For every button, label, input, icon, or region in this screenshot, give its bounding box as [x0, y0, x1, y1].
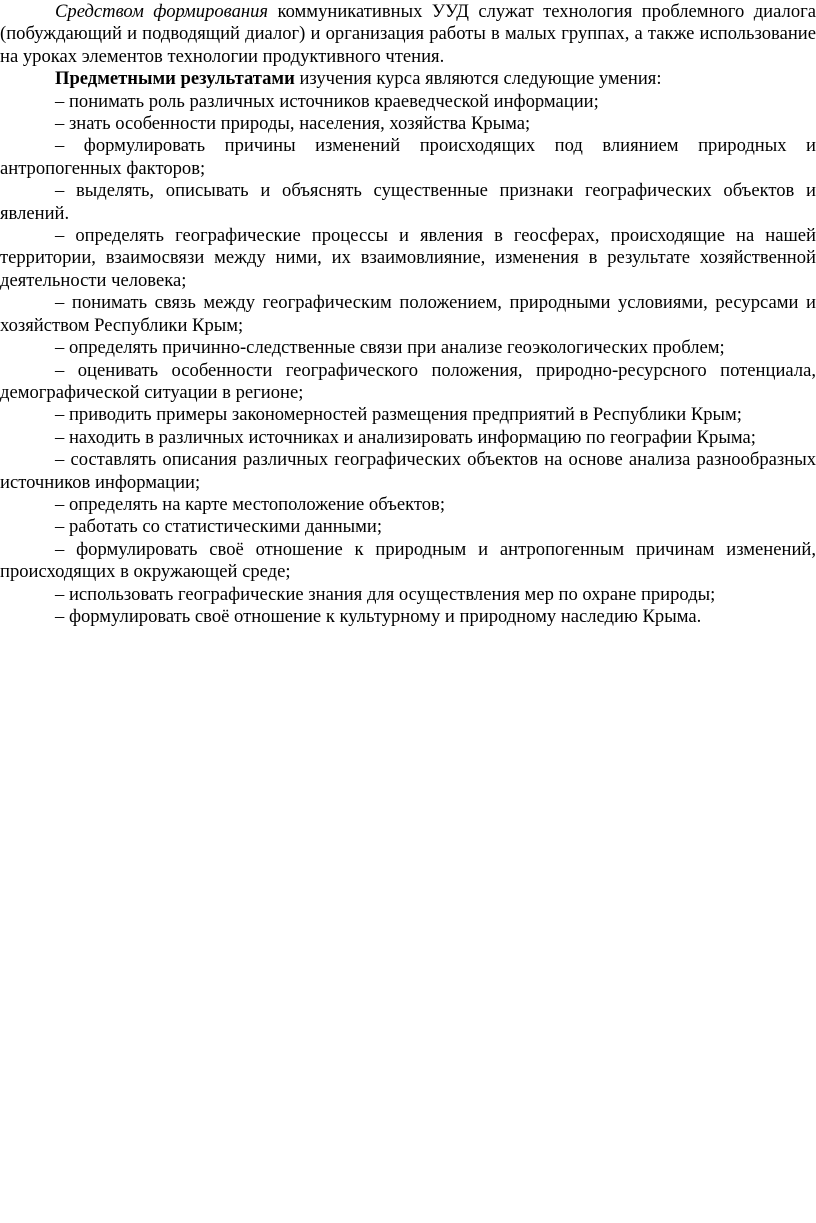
- list-item: – приводить примеры закономерностей размещения предприятий в Республики Крым;: [55, 404, 742, 426]
- list-item: – использовать географические знания для осуществления мер по охране природы;: [55, 583, 716, 605]
- intro-lead: Средством формирования: [55, 1, 269, 22]
- list-item: – знать особенности природы, населения, хозяйства Крыма;: [55, 113, 531, 135]
- intro-text: коммуникативных УУД служат технология проблемного диалога (побуждающий и подводящий диалог) и организация работы в малых группах, а также использование на уроках элементов технологии продуктивного чтения.: [0, 1, 816, 67]
- results-heading-paragraph: [0, 68, 816, 90]
- list-item: – определять причинно-следственные связи при анализе геоэкологических проблем;: [55, 337, 725, 359]
- list-item: – понимать связь между географическим положением, природными условиями, ресурсами и хозяйством Республики Крым;: [0, 292, 816, 336]
- list-item: – определять географические процессы и явления в геосферах, происходящие на нашей территории, взаимосвязи между ними, их взаимовлияние, изменения в результате хозяйственной деятельности человека;: [0, 225, 816, 291]
- list-item: – работать со статистическими данными;: [55, 516, 383, 538]
- list-item: – составлять описания различных географических объектов на основе анализа разнообразных источников информации;: [0, 449, 816, 493]
- list-item: – находить в различных источниках и анализировать информацию по географии Крыма;: [55, 426, 756, 448]
- list-item: – формулировать своё отношение к культурному и природному наследию Крыма.: [55, 605, 702, 627]
- results-lead: Предметными результатами: [55, 68, 295, 90]
- results-text: изучения курса являются следующие умения:: [294, 68, 662, 90]
- list-item: – формулировать своё отношение к природным и антропогенным причинам изменений, происходящих в окружающей среде;: [0, 538, 816, 583]
- list-item: – формулировать причины изменений происходящих под влиянием природных и антропогенных факторов;: [0, 135, 816, 179]
- intro-paragraph: [0, 1, 816, 68]
- list-item: – выделять, описывать и объяснять существенные признаки географических объектов и явлений.: [0, 180, 816, 224]
- list-item: – определять на карте местоположение объектов;: [55, 493, 445, 515]
- list-item: – понимать роль различных источников краеведческой информации;: [55, 90, 599, 112]
- list-item: – оценивать особенности географического положения, природно-ресурсного потенциала, демографической ситуации в регионе;: [0, 359, 816, 403]
